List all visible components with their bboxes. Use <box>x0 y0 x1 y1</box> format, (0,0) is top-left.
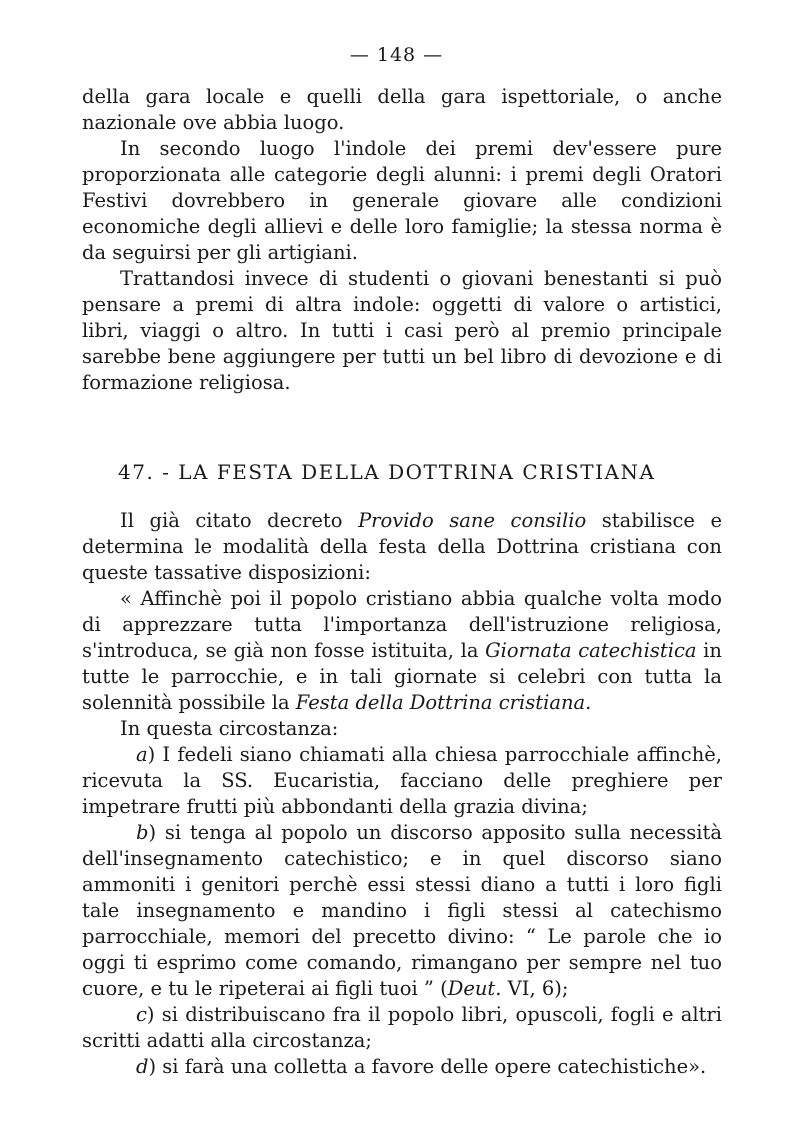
intro-paragraph <box>82 508 722 586</box>
paragraph-2: In secondo luogo l'indole dei premi dev'essere pure proporzionata alle categorie degli alunni: i premi degli Oratori Festivi dovrebbero in generale giovare alle condizioni economiche degli allievi e delle loro famiglie; la stessa norma è da seguirsi per gli artigiani. <box>82 137 722 264</box>
quote-feast: Festa della Dottrina cristiana. <box>295 691 592 714</box>
quote-paragraph <box>82 586 722 716</box>
item-b-text-2: VI, 6); <box>501 977 569 1000</box>
section-heading: 47. - LA FESTA DELLA DOTTRINA CRISTIANA <box>118 460 656 484</box>
list-item-d <box>82 1054 722 1080</box>
quote-text-b: in tutte le parrocchie, e in tali giornate si celebri con tutta la solennità possibile la <box>82 639 722 714</box>
item-b-label: b <box>136 821 149 844</box>
item-d-label: d <box>136 1055 149 1078</box>
item-a-text: ) I fedeli siano chiamati alla chiesa parrocchiale affinchè, ricevuta la SS. Eucaristia, facciano delle preghiere per impetrare frutti più abbondanti della grazia divina; <box>82 743 722 818</box>
paragraph-3: Trattandosi invece di studenti o giovani benestanti si può pensare a premi di altra indole: oggetti di valore o artistici, libri, viaggi o altro. In tutti i casi però al premio principale sarebbe bene aggiungere per tutti un bel libro di devozione e di formazione religiosa. <box>82 267 722 394</box>
intro-text-b: stabilisce e determina le modalità della festa della Dottrina cristiana con queste tassative disposizioni: <box>82 509 723 584</box>
circumstance-line: In questa circostanza: <box>120 717 339 740</box>
list-item-a <box>82 742 722 820</box>
section-prizes-text <box>82 84 722 396</box>
item-b-reference: Deut. <box>447 977 502 1000</box>
item-d-text: ) si farà una colletta a favore delle opere catechistiche». <box>148 1055 707 1078</box>
page-number: — 148 — <box>349 44 444 66</box>
item-c-label: c <box>136 1003 147 1026</box>
quote-term: Giornata catechistica <box>485 639 697 662</box>
list-item-b <box>82 820 722 1002</box>
item-c-text: ) si distribuiscano fra il popolo libri, opuscoli, fogli e altri scritti adatti alla circostanza; <box>82 1003 722 1052</box>
paragraph-1: della gara locale e quelli della gara ispettoriale, o anche nazionale ove abbia luogo. <box>82 85 722 134</box>
item-a-label: a <box>136 743 148 766</box>
decree-title: Provido sane consilio <box>358 509 587 532</box>
quote-text-a: « Affinchè poi il popolo cristiano abbia qualche volta modo di apprezzare tutta l'importanza dell'istruzione religiosa, s'introduca, se già non fosse istituita, la <box>82 587 722 662</box>
item-b-text-1: ) si tenga al popolo un discorso apposito sulla necessità dell'insegnamento catechistico; e in quel discorso siano ammoniti i genitori perchè essi stessi diano a tutti i loro figli tale insegnamento e mandino i figli stessi al catechismo parrocchiale, memori del precetto divino: “ Le parole che io oggi ti esprimo come comando, rimangano per sempre nel tuo cuore, e tu le ripeterai ai figli tuoi ” ( <box>82 821 722 1000</box>
list-item-c <box>82 1002 722 1054</box>
section-festa-text <box>82 508 722 1080</box>
intro-text-a: Il già citato decreto <box>120 509 359 532</box>
